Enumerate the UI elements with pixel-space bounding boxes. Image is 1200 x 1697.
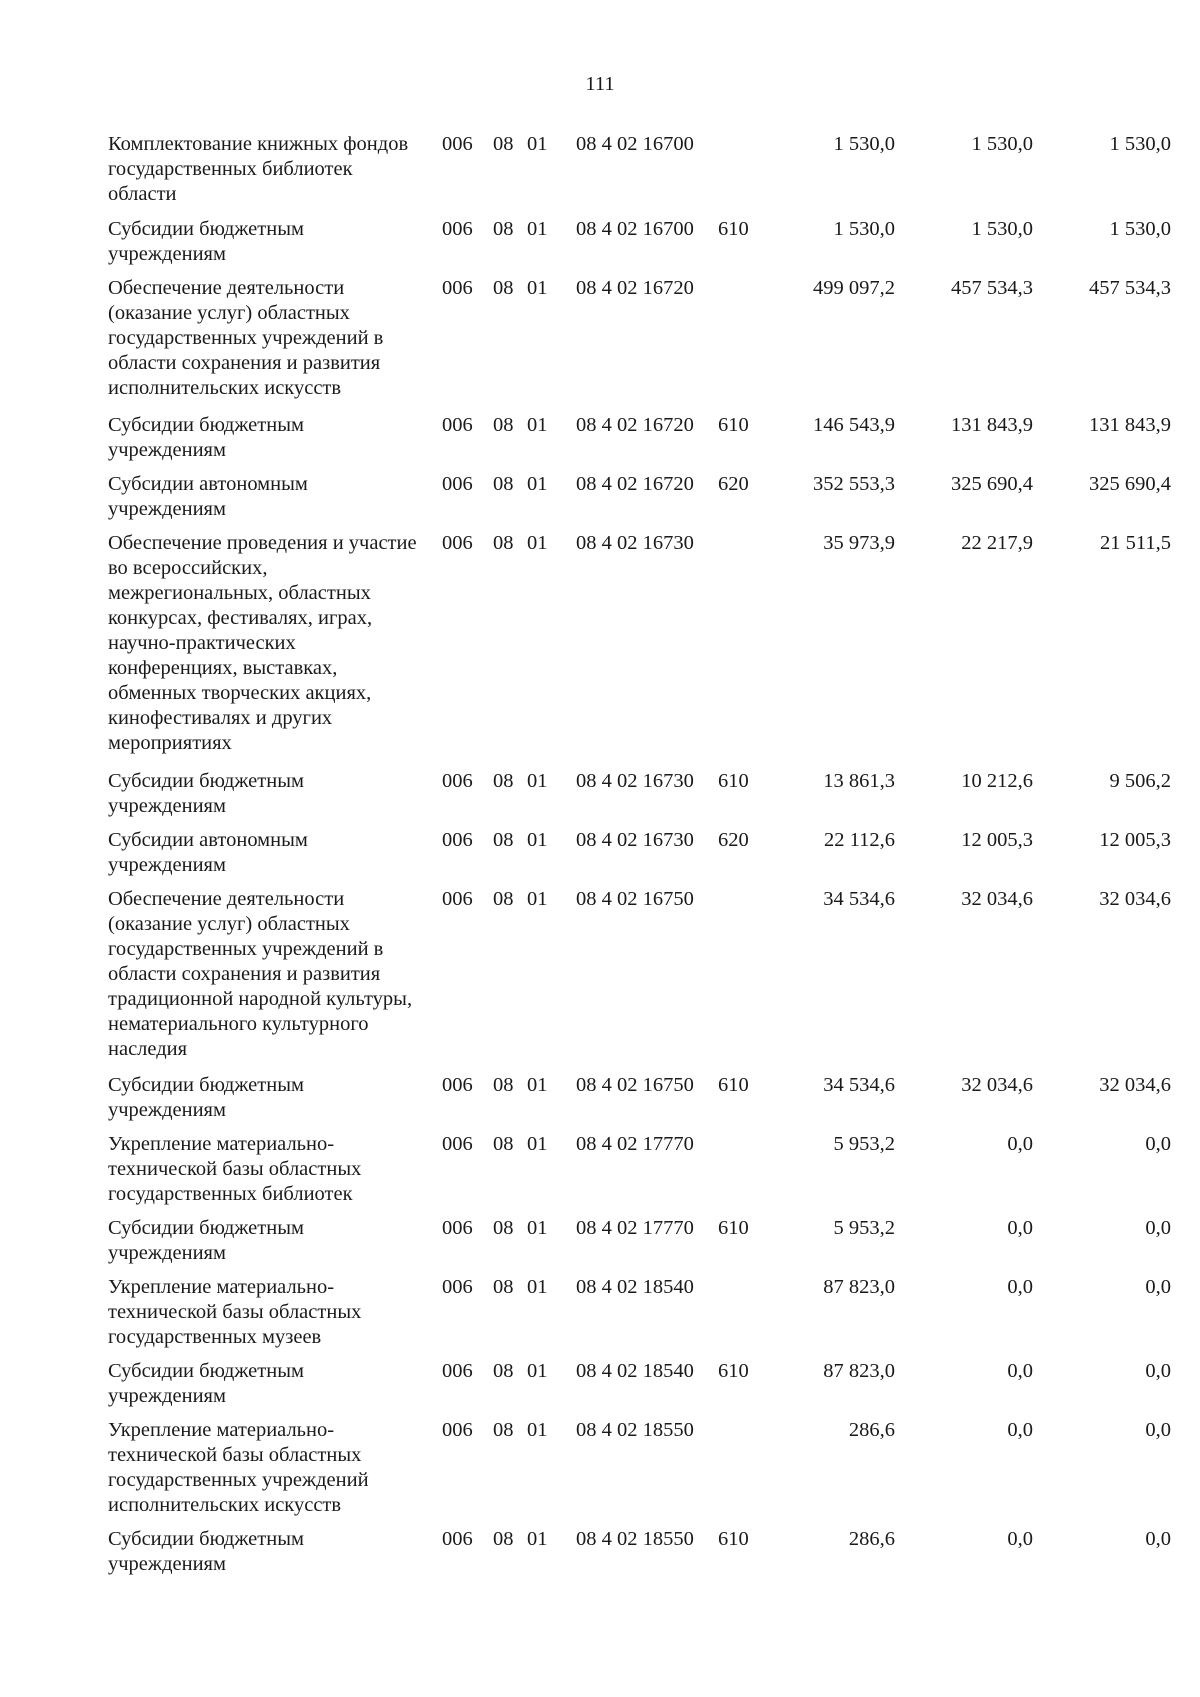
- page-number: 111: [585, 73, 615, 95]
- amount-year-2: 12 005,3: [961, 829, 1033, 851]
- amount-year-2: 0,0: [1007, 1133, 1033, 1155]
- row-name: Укрепление материально-технической базы областных государственных библиотек: [108, 1133, 362, 1205]
- amount-year-2: 325 690,4: [951, 473, 1033, 495]
- amount-year-2: 0,0: [1007, 1217, 1033, 1239]
- amount-year-3: 0,0: [1145, 1217, 1171, 1239]
- subsection-code: 01: [527, 1217, 548, 1239]
- row-name: Субсидии бюджетным учреждениям: [108, 1074, 304, 1121]
- amount-year-2: 457 534,3: [951, 277, 1033, 299]
- amount-year-1: 352 553,3: [813, 473, 895, 495]
- amount-year-2: 0,0: [1007, 1419, 1033, 1441]
- expense-type: 610: [718, 1528, 749, 1550]
- target-article: 08 4 02 18540: [576, 1360, 694, 1382]
- amount-year-1: 5 953,2: [833, 1133, 895, 1155]
- target-article: 08 4 02 17770: [576, 1133, 694, 1155]
- subsection-code: 01: [527, 1074, 548, 1096]
- section-code: 08: [493, 888, 514, 910]
- target-article: 08 4 02 16750: [576, 888, 694, 910]
- expense-type: 620: [718, 473, 749, 495]
- target-article: 08 4 02 16730: [576, 829, 694, 851]
- section-code: 08: [493, 218, 514, 240]
- amount-year-3: 32 034,6: [1099, 888, 1171, 910]
- ministry-code: 006: [442, 1419, 473, 1441]
- subsection-code: 01: [527, 532, 548, 554]
- row-name: Обеспечение деятельности (оказание услуг) областных государственных учреждений в области сохранения и развития исполнительских искусств: [108, 277, 384, 399]
- ministry-code: 006: [442, 473, 473, 495]
- amount-year-2: 32 034,6: [961, 888, 1033, 910]
- ministry-code: 006: [442, 218, 473, 240]
- ministry-code: 006: [442, 532, 473, 554]
- row-name: Обеспечение деятельности (оказание услуг) областных государственных учреждений в области сохранения и развития традиционной народной культуры, нематериального культурного наследия: [108, 888, 413, 1060]
- section-code: 08: [493, 1360, 514, 1382]
- row-name: Субсидии бюджетным учреждениям: [108, 414, 304, 461]
- section-code: 08: [493, 1419, 514, 1441]
- row-name: Субсидии бюджетным учреждениям: [108, 770, 304, 817]
- subsection-code: 01: [527, 1419, 548, 1441]
- row-name: Субсидии бюджетным учреждениям: [108, 218, 304, 265]
- subsection-code: 01: [527, 414, 548, 436]
- amount-year-2: 1 530,0: [971, 133, 1033, 155]
- amount-year-3: 0,0: [1145, 1360, 1171, 1382]
- section-code: 08: [493, 532, 514, 554]
- amount-year-3: 1 530,0: [1109, 218, 1171, 240]
- target-article: 08 4 02 18540: [576, 1276, 694, 1298]
- amount-year-1: 35 973,9: [823, 532, 895, 554]
- amount-year-1: 13 861,3: [823, 770, 895, 792]
- section-code: 08: [493, 1276, 514, 1298]
- ministry-code: 006: [442, 1074, 473, 1096]
- ministry-code: 006: [442, 1276, 473, 1298]
- expense-type: 610: [718, 1074, 749, 1096]
- amount-year-1: 22 112,6: [824, 829, 895, 851]
- amount-year-3: 1 530,0: [1109, 133, 1171, 155]
- amount-year-3: 12 005,3: [1099, 829, 1171, 851]
- ministry-code: 006: [442, 133, 473, 155]
- target-article: 08 4 02 16720: [576, 277, 694, 299]
- row-name: Обеспечение проведения и участие во всероссийских, межрегиональных, областных конкурсах, фестивалях, играх, научно-практических конференциях, выставках, обменных творческих акциях, кинофестивалях и других мероприятиях: [108, 532, 417, 754]
- subsection-code: 01: [527, 829, 548, 851]
- expense-type: 610: [718, 1360, 749, 1382]
- amount-year-2: 0,0: [1007, 1528, 1033, 1550]
- section-code: 08: [493, 1217, 514, 1239]
- subsection-code: 01: [527, 1360, 548, 1382]
- section-code: 08: [493, 133, 514, 155]
- amount-year-1: 87 823,0: [823, 1360, 895, 1382]
- ministry-code: 006: [442, 829, 473, 851]
- row-name: Субсидии бюджетным учреждениям: [108, 1528, 304, 1575]
- target-article: 08 4 02 17770: [576, 1217, 694, 1239]
- expense-type: 610: [718, 414, 749, 436]
- target-article: 08 4 02 18550: [576, 1528, 694, 1550]
- amount-year-2: 22 217,9: [961, 532, 1033, 554]
- subsection-code: 01: [527, 1528, 548, 1550]
- ministry-code: 006: [442, 1217, 473, 1239]
- amount-year-1: 34 534,6: [823, 888, 895, 910]
- section-code: 08: [493, 473, 514, 495]
- amount-year-2: 10 212,6: [961, 770, 1033, 792]
- row-name: Субсидии автономным учреждениям: [108, 473, 308, 520]
- section-code: 08: [493, 1528, 514, 1550]
- section-code: 08: [493, 277, 514, 299]
- amount-year-2: 0,0: [1007, 1360, 1033, 1382]
- expense-type: 610: [718, 770, 749, 792]
- section-code: 08: [493, 1074, 514, 1096]
- target-article: 08 4 02 18550: [576, 1419, 694, 1441]
- target-article: 08 4 02 16720: [576, 473, 694, 495]
- subsection-code: 01: [527, 1276, 548, 1298]
- expense-type: 620: [718, 829, 749, 851]
- amount-year-2: 0,0: [1007, 1276, 1033, 1298]
- target-article: 08 4 02 16730: [576, 532, 694, 554]
- amount-year-1: 286,6: [848, 1419, 895, 1441]
- amount-year-1: 1 530,0: [833, 218, 895, 240]
- row-name: Субсидии автономным учреждениям: [108, 829, 308, 876]
- expense-type: 610: [718, 1217, 749, 1239]
- amount-year-1: 146 543,9: [813, 414, 895, 436]
- subsection-code: 01: [527, 277, 548, 299]
- row-name: Укрепление материально-технической базы областных государственных музеев: [108, 1276, 362, 1348]
- target-article: 08 4 02 16750: [576, 1074, 694, 1096]
- amount-year-3: 0,0: [1145, 1419, 1171, 1441]
- target-article: 08 4 02 16700: [576, 218, 694, 240]
- section-code: 08: [493, 414, 514, 436]
- section-code: 08: [493, 1133, 514, 1155]
- amount-year-1: 87 823,0: [823, 1276, 895, 1298]
- ministry-code: 006: [442, 1133, 473, 1155]
- target-article: 08 4 02 16730: [576, 770, 694, 792]
- row-name: Укрепление материально-технической базы областных государственных учреждений исполнительских искусств: [108, 1419, 369, 1516]
- amount-year-3: 0,0: [1145, 1528, 1171, 1550]
- ministry-code: 006: [442, 277, 473, 299]
- section-code: 08: [493, 770, 514, 792]
- subsection-code: 01: [527, 888, 548, 910]
- subsection-code: 01: [527, 770, 548, 792]
- ministry-code: 006: [442, 1528, 473, 1550]
- row-name: Комплектование книжных фондов государственных библиотек области: [108, 133, 409, 205]
- amount-year-3: 0,0: [1145, 1133, 1171, 1155]
- subsection-code: 01: [527, 218, 548, 240]
- amount-year-3: 325 690,4: [1089, 473, 1171, 495]
- row-name: Субсидии бюджетным учреждениям: [108, 1217, 304, 1264]
- amount-year-2: 32 034,6: [961, 1074, 1033, 1096]
- subsection-code: 01: [527, 473, 548, 495]
- ministry-code: 006: [442, 1360, 473, 1382]
- amount-year-1: 286,6: [848, 1528, 895, 1550]
- amount-year-3: 32 034,6: [1099, 1074, 1171, 1096]
- target-article: 08 4 02 16720: [576, 414, 694, 436]
- amount-year-1: 1 530,0: [833, 133, 895, 155]
- amount-year-2: 1 530,0: [971, 218, 1033, 240]
- ministry-code: 006: [442, 414, 473, 436]
- amount-year-1: 499 097,2: [813, 277, 895, 299]
- section-code: 08: [493, 829, 514, 851]
- expense-type: 610: [718, 218, 749, 240]
- amount-year-1: 5 953,2: [833, 1217, 895, 1239]
- amount-year-1: 34 534,6: [823, 1074, 895, 1096]
- ministry-code: 006: [442, 770, 473, 792]
- amount-year-3: 457 534,3: [1089, 277, 1171, 299]
- ministry-code: 006: [442, 888, 473, 910]
- target-article: 08 4 02 16700: [576, 133, 694, 155]
- amount-year-3: 9 506,2: [1109, 770, 1171, 792]
- row-name: Субсидии бюджетным учреждениям: [108, 1360, 304, 1407]
- amount-year-2: 131 843,9: [951, 414, 1033, 436]
- amount-year-3: 0,0: [1145, 1276, 1171, 1298]
- amount-year-3: 21 511,5: [1100, 532, 1171, 554]
- subsection-code: 01: [527, 133, 548, 155]
- subsection-code: 01: [527, 1133, 548, 1155]
- amount-year-3: 131 843,9: [1089, 414, 1171, 436]
